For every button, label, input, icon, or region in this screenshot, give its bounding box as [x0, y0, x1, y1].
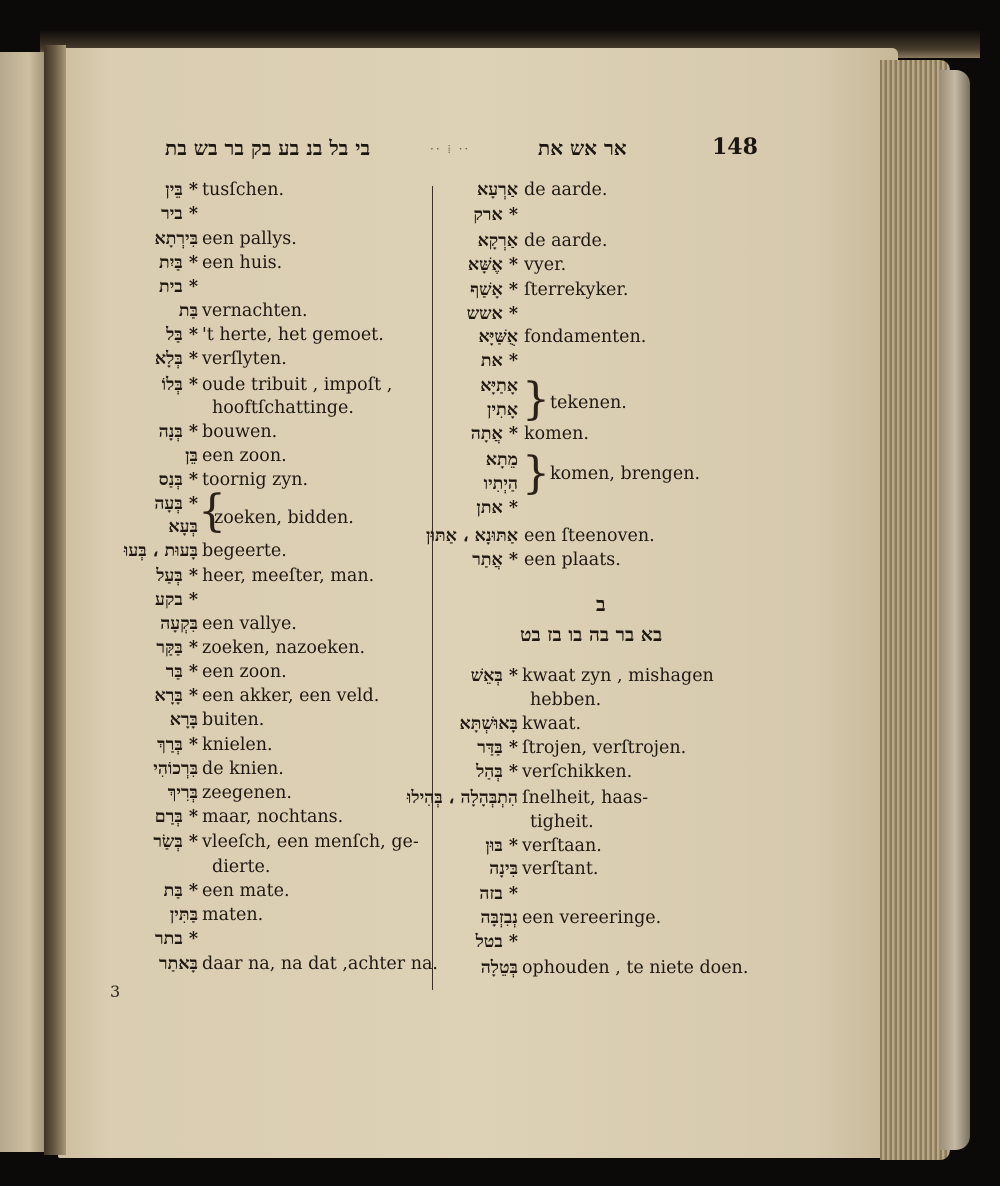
dictionary-entry — [0, 325, 1000, 349]
hebrew-headword: * בַּקַּר — [156, 638, 198, 658]
hebrew-headword: * בַּיִת — [159, 253, 198, 273]
dictionary-entry — [0, 278, 1000, 302]
dutch-gloss: maar, nochtans. — [202, 807, 344, 827]
hebrew-headword: בִּקְעָה — [160, 614, 198, 634]
dutch-gloss: een zoon. — [202, 446, 287, 466]
dictionary-entry — [0, 178, 1000, 202]
hebrew-headword: אָתִין — [487, 400, 518, 420]
hebrew-headword: * אתן — [476, 498, 518, 518]
dutch-gloss: verſlyten. — [202, 349, 287, 369]
hebrew-headword: * בְּעָה — [154, 494, 198, 514]
hebrew-headword: אַרְעָא — [477, 180, 518, 200]
dutch-gloss: een ſteenoven. — [524, 526, 655, 546]
dutch-gloss: een pallys. — [202, 229, 297, 249]
hebrew-headword: * אֲתַר — [472, 550, 518, 570]
dutch-gloss: kwaat. — [522, 714, 582, 734]
hebrew-headword: * אשש — [466, 304, 518, 324]
dutch-gloss: tusſchen. — [202, 180, 285, 200]
dictionary-entry — [0, 688, 1000, 712]
hebrew-headword: אָתַיָּא — [480, 376, 518, 396]
dutch-gloss: verſtant. — [522, 859, 599, 879]
dutch-gloss: ſnelheit, haas- — [522, 788, 649, 808]
brace-gloss: zoeken, bidden. — [214, 508, 354, 528]
dutch-gloss: ophouden , te niete doen. — [522, 958, 749, 978]
section-subheading: בא בר בה בו בז בט — [520, 624, 663, 646]
dutch-gloss: ſtrojen, verſtrojen. — [522, 738, 687, 758]
hebrew-headword: * בְּלָא — [154, 349, 198, 369]
hebrew-headword: * בַּדַּר — [477, 738, 518, 758]
dictionary-entry — [0, 810, 1000, 834]
dutch-gloss: ſterrekyker. — [524, 280, 629, 300]
hebrew-headword: * אֲתָה — [470, 424, 518, 444]
dictionary-entry — [0, 834, 1000, 858]
dutch-gloss: hebben. — [530, 690, 602, 710]
dictionary-entry — [0, 472, 1000, 496]
hebrew-headword: בֵּן — [185, 446, 198, 466]
dutch-gloss: hooftſchattinge. — [212, 398, 354, 418]
dictionary-entry — [0, 349, 1000, 373]
hebrew-headword: * בְּנָה — [158, 422, 198, 442]
hebrew-headword: * בָּרָא — [154, 686, 198, 706]
dictionary-entry — [0, 253, 1000, 277]
hebrew-headword: * בּוּן — [485, 836, 518, 856]
dictionary-entry — [0, 612, 1000, 636]
dutch-gloss: een plaats. — [524, 550, 621, 570]
dutch-gloss: verſtaan. — [522, 836, 602, 856]
dictionary-entry — [0, 882, 1000, 906]
dutch-gloss: een zoon. — [202, 662, 287, 682]
hebrew-headword: בְּטֵלָה — [480, 958, 518, 978]
page-number: 148 — [712, 134, 758, 160]
signature-mark: 3 — [110, 982, 121, 1001]
dutch-gloss: toornig zyn. — [202, 470, 309, 490]
hebrew-headword: הִתְבְּהָלָה ، בְּהִילוּ — [406, 788, 518, 808]
dutch-gloss: maten. — [202, 905, 264, 925]
hebrew-headword: * בְּרַם — [154, 807, 198, 827]
dictionary-entry — [0, 496, 1000, 520]
hebrew-headword: בִּרְכוֹהִי — [153, 759, 198, 779]
hebrew-headword: בָּאוּשְׁתָּא — [459, 714, 518, 734]
dictionary-entry — [0, 736, 1000, 760]
dictionary-entry — [0, 786, 1000, 810]
brace-gloss: tekenen. — [550, 393, 627, 413]
hebrew-headword: * ביר — [161, 204, 198, 224]
hebrew-headword: * בְּרַךְ — [157, 735, 198, 755]
dictionary-entry — [0, 203, 1000, 227]
hebrew-headword: * בַּל — [166, 325, 198, 345]
dictionary-entry — [0, 664, 1000, 688]
hebrew-headword: * בתר — [155, 929, 198, 949]
hebrew-headword: * ארק — [473, 205, 518, 225]
dictionary-entry — [0, 448, 1000, 472]
hebrew-headword: * אֶשָּׁא — [467, 255, 518, 275]
hebrew-headword: * בטל — [475, 932, 518, 952]
dictionary-entry — [0, 760, 1000, 784]
hebrew-headword: בָּעוּת ، בְּעוּ — [123, 541, 198, 561]
hebrew-headword: * בית — [159, 277, 198, 297]
dictionary-entry — [0, 636, 1000, 660]
dutch-gloss: daar na, na dat ,achter na. — [202, 954, 438, 974]
hebrew-headword: * בקע — [155, 590, 198, 610]
dictionary-entry — [0, 588, 1000, 612]
dictionary-entry — [0, 229, 1000, 253]
hebrew-headword: * בְּאֵשׁ — [470, 666, 518, 686]
hebrew-headword: בִּינָה — [489, 859, 518, 879]
dutch-gloss: buiten. — [202, 710, 265, 730]
hebrew-headword: * בזה — [479, 884, 518, 904]
dutch-gloss: dierte. — [212, 857, 271, 877]
dictionary-entry — [0, 906, 1000, 930]
hebrew-headword: אַרְקָא — [477, 231, 518, 251]
hebrew-headword: * בְּלוֹ — [161, 375, 198, 395]
dutch-gloss: een vereeringe. — [522, 908, 662, 928]
dutch-gloss: zeegenen. — [202, 783, 292, 803]
dutch-gloss: tigheit. — [530, 812, 594, 832]
dutch-gloss: oude tribuit , impoſt , — [202, 375, 393, 395]
dictionary-entry — [0, 956, 1000, 980]
hebrew-headword: אַתּוּנָא ، אַתּוּן — [426, 526, 518, 546]
hebrew-headword: בְּרִיךְ — [167, 783, 198, 803]
hebrew-headword: * בֵּין — [165, 180, 198, 200]
dutch-gloss: een vallye. — [202, 614, 297, 634]
hebrew-headword: * אָשַׁף — [470, 280, 518, 300]
dictionary-entry — [0, 524, 1000, 548]
dutch-gloss: 't herte, het gemoet. — [202, 325, 384, 345]
dutch-gloss: bouwen. — [202, 422, 278, 442]
dutch-gloss: zoeken, nazoeken. — [202, 638, 366, 658]
dutch-gloss: verſchikken. — [522, 762, 633, 782]
dictionary-entry — [0, 374, 1000, 398]
dutch-gloss: de aarde. — [524, 180, 608, 200]
dutch-gloss: fondamenten. — [524, 327, 647, 347]
dutch-gloss: vyer. — [524, 255, 567, 275]
dictionary-entry — [0, 398, 1000, 422]
dutch-gloss: een mate. — [202, 881, 290, 901]
dutch-gloss: de knien. — [202, 759, 284, 779]
dictionary-entry — [0, 302, 1000, 326]
header-left-letters: בי בל בנ בע בק בר בש בת — [165, 136, 371, 160]
hebrew-headword: * בְּשַׂר — [153, 832, 198, 852]
hebrew-headword: * בְּנַס — [158, 470, 198, 490]
grouping-brace: { — [198, 486, 226, 537]
dutch-gloss: een akker, een veld. — [202, 686, 380, 706]
header-faded-mark: ·· ⁞ ·· — [430, 142, 471, 156]
dutch-gloss: begeerte. — [202, 541, 287, 561]
dictionary-entry — [0, 712, 1000, 736]
hebrew-headword: * את — [480, 351, 518, 371]
hebrew-headword: אֻשַּׁיָּא — [478, 327, 518, 347]
header-right-letters: אר אש את — [538, 136, 627, 160]
hebrew-headword: * בְּעַל — [156, 566, 198, 586]
dictionary-entry — [0, 857, 1000, 881]
hebrew-headword: מֵתָא — [485, 450, 518, 470]
letter-heading: ב — [596, 592, 606, 616]
grouping-brace: } — [522, 374, 550, 425]
brace-gloss: komen, brengen. — [550, 464, 701, 484]
hebrew-headword: נְבִזְבָּה — [480, 908, 518, 928]
hebrew-headword: הַיְתִיו — [483, 474, 518, 494]
dutch-gloss: de aarde. — [524, 231, 608, 251]
running-header — [60, 132, 900, 172]
dictionary-entry — [0, 930, 1000, 954]
dutch-gloss: komen. — [524, 424, 589, 444]
hebrew-headword: * בַּת — [163, 881, 198, 901]
dutch-gloss: vleeſch, een menſch, ge- — [202, 832, 419, 852]
dutch-gloss: vernachten. — [202, 301, 308, 321]
dutch-gloss: kwaat zyn , mishagen — [522, 666, 714, 686]
hebrew-headword: * בְּהַל — [476, 762, 518, 782]
dutch-gloss: een huis. — [202, 253, 283, 273]
hebrew-headword: בִּירְתָא — [154, 229, 198, 249]
hebrew-headword: * בַּר — [165, 662, 198, 682]
grouping-brace: } — [522, 448, 550, 499]
dutch-gloss: knielen. — [202, 735, 273, 755]
hebrew-headword: בָּאתַר — [159, 954, 198, 974]
hebrew-headword: בָּרָא — [169, 710, 198, 730]
dictionary-entry — [0, 422, 1000, 446]
hebrew-headword: בַּתִּין — [169, 905, 198, 925]
hebrew-headword: בַּת — [178, 301, 198, 321]
hebrew-headword: בְּעָא — [168, 517, 198, 537]
dictionary-entry — [0, 548, 1000, 572]
dutch-gloss: heer, meeſter, man. — [202, 566, 375, 586]
